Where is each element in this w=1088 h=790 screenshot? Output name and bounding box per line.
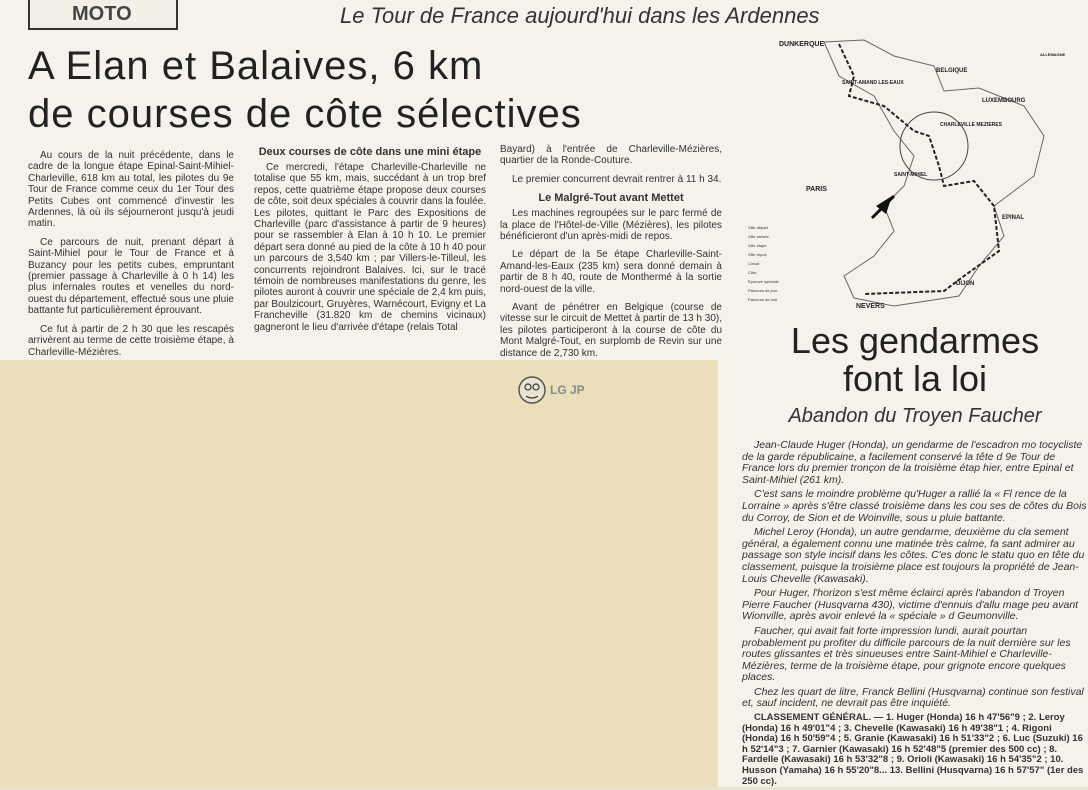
paragraph: Au cours de la nuit précédente, dans le cadre de la longue étape Epinal-Saint-Mihiel-Charleville, 618 km au total, les pilotes du 9e Tour de France comme ceux du 1er Tour des Petits Cubes ont commencé d'investir les Ardennes, là où ils séjourneront jusqu'à jeudi matin. [28,150,234,230]
paragraph: Bayard) à l'entrée de Charleville-Mézières, quartier de la Ronde-Couture. [500,144,722,167]
subheading: Deux courses de côte dans une mini étape [258,146,482,158]
map-city-label: SAINT-MIHIEL [894,172,928,178]
legend-item: Parcours de nuit [748,297,778,302]
legend-item: Côte [748,270,757,275]
paragraph: Pour Huger, l'horizon s'est même éclairci après l'abandon d Troyen Pierre Faucher (Husqvarna 430), victime d'ennuis d'allu mage peu avant Wionville, après avoir enlevé la « spéciale » d Geumonville. [742,587,1079,623]
map-city-label: LUXEMBOURG [982,98,1026,104]
title-line: Les gendarmes [790,320,1040,361]
legend-item: Ville départ [748,225,768,230]
results-standings: CLASSEMENT GÉNÉRAL. — 1. Huger (Honda) 16 h 47'56"9 ; 2. Leroy (Honda) 16 h 49'01"4 ; 3. Chevelle (Kawasaki) 16 h 49'38"1 ; 4. Rigoni (Honda) 16 h 50'59"4 ; 5. Granie (Kawasaki) 16 h 51'33"2 ; 6. Luc (Suzuki) 16 h 52'14"3 ; 7. Garnier (Kawasaki) 16 h 52'48"5 (premier des 500 cc) ; 8. Fardelle (Kawasaki) 16 h 53'32"8 ; 9. Orioli (Kawasaki) 16 h 54'35"2 ; 10. Husson (Yamaha) 16 h 55'20"8... 13. Bellini (Husqvarna) 16 h 57'57" (1er des 250 cc). [742,712,1084,787]
paragraph: Les machines regroupées sur le parc fermé de la place de l'Hôtel-de-Ville (Mézières), les pilotes bénéficieront d'un après-midi de repos. [500,208,722,243]
paragraph: Le premier concurrent devrait rentrer à 11 h 34. [512,173,722,185]
article-left-column [28,150,234,365]
watermark-logo [516,368,585,412]
legend-item: Epreuve spéciale [748,279,779,284]
map-city-label: NEVERS [856,303,885,310]
map-legend [748,225,779,302]
map-city-label: DIJON [956,281,975,287]
route-map [744,36,1088,316]
article-right-column [500,144,722,366]
map-city-label: PARIS [806,186,827,193]
paragraph: Ce fut à partir de 2 h 30 que les rescapés arrivèrent au terme de cette troisième étape, à Charleville-Mézières. [28,323,234,358]
legend-item: Ville arrivée [748,234,769,239]
section-tag: MOTO [28,0,178,30]
map-city-label: DUNKERQUE [779,41,825,48]
article-title [742,322,1088,398]
article-gendarmes-body [742,440,1088,790]
headline-line-2: de courses de côte sélectives [28,92,582,136]
map-city-label: CHARLEVILLE MEZIERES [940,122,1002,128]
paragraph: Chez les quart de litre, Franck Bellini (Husqvarna) continue son festival et, sauf incident, ne devrait pas être inquiété. [742,685,1084,710]
paragraph: Jean-Claude Huger (Honda), un gendarme de l'escadron mo tocycliste de la garde républicaine, a facilement conservé la tête d 9e Tour de France lors du premier tronçon de la troisième étap hier, entre Epinal et Saint-Mihiel (261 km). [742,439,1083,486]
article-subtitle: Abandon du Troyen Faucher [788,405,1042,427]
backing-sheet [0,360,718,787]
paragraph: Faucher, qui avait fait forte impression lundi, aurait pourtan probablement pu profiter du difficile parcours de la nuit dernière sur les routes glissantes et très sinueuses entre Saint-Mihiel e Charleville-Mézières, terme de la troisième étape, pour grignote encore quelques places. [742,624,1071,684]
legend-item: Parcours de jour [748,288,778,293]
paragraph: Ce parcours de nuit, prenant départ à Saint-Mihiel pour le Tour de France et à Buzancy pour les petits cubes, empruntant (premier passage à Charleville à 0 h 14) les plus infernales routes et venelles du nord-ouest du département, effectué sous une pluie battante fut particulièrement éprouvant. [28,236,234,317]
legend-item: Ville repos [748,252,767,257]
paragraph: Avant de pénétrer en Belgique (course de vitesse sur le circuit de Mettet à partir de 13 h 30), les pilotes participeront à la course de côte du Mont Malgré-Tout, en surplomb de Revin sur une distance de 2,730 km. [500,302,722,359]
map-city-label: BELGIQUE [936,68,968,74]
kicker-headline: Le Tour de France aujourd'hui dans les Ardennes [340,3,820,28]
paragraph: Ce mercredi, l'étape Charleville-Charleville ne totalise que 55 km, mais, succédant à un trop bref repos, cette quatrième étape propose deux courses de côte, soit deux spéciales à couvrir dans la foulée. Les pilotes, quittant le Parc des Expositions de Charleville (parc d'assistance à partir de 9 heures) pour se rassembler à Elan à 10 h 10. Le premier départ sera donné au pied de la côte à 10 h 40 pour un parcours de 3,540 km ; par Villers-le-Tilleul, les concurrents rejoindront Balaives. Ici, sur le tracé témoin de nombreuses manifestations du genre, les pilotes auront à couvrir une spéciale de 2,4 km puis, par Boulzicourt, Gruyères, Warnécourt, Evigny et La Francheville (31.820 km de chemins vicinaux) gagneront le lieu d'arrivée d'étape (relais Total [254,162,486,333]
legend-item: Circuit [748,261,760,266]
article-middle-column [254,146,486,340]
subheading: Le Malgré-Tout avant Mettet [538,192,684,205]
paragraph: Le départ de la 5e étape Charleville-Saint-Amand-les-Eaux (235 km) sera donné demain à partir de 8 h 40, route de Monthermé à la sortie nord-ouest de la ville. [500,249,722,295]
title-line: font la loi [842,358,988,399]
map-city-label: ALLEMAGNE [1040,52,1066,57]
map-city-label: EPINAL [1002,215,1025,221]
paragraph: C'est sans le moindre problème qu'Huger a rallié la « Fl rence de la Lorraine » après s'être classé troisième dans les cou ses de côtes du Bois du Corroy, de Sion et de Woinville, sous u pluie battante. [742,488,1087,524]
map-city-label: SAINT-AMAND LES-EAUX [842,80,904,86]
headline-line-1: A Elan et Balaives, 6 km [28,44,484,88]
legend-item: Ville étape [748,243,767,248]
paragraph: Michel Leroy (Honda), un autre gendarme, deuxième du cla sement général, a également connu une matinée très calme, fa sant admirer au passage son style incisif dans les côtes. C'es donc le statu quo en tête du classement, puisque la troisième place est toujours la propriété de Jean-Louis Chevelle (Kawasaki). [742,526,1085,585]
watermark-text: LG JP [550,383,585,397]
